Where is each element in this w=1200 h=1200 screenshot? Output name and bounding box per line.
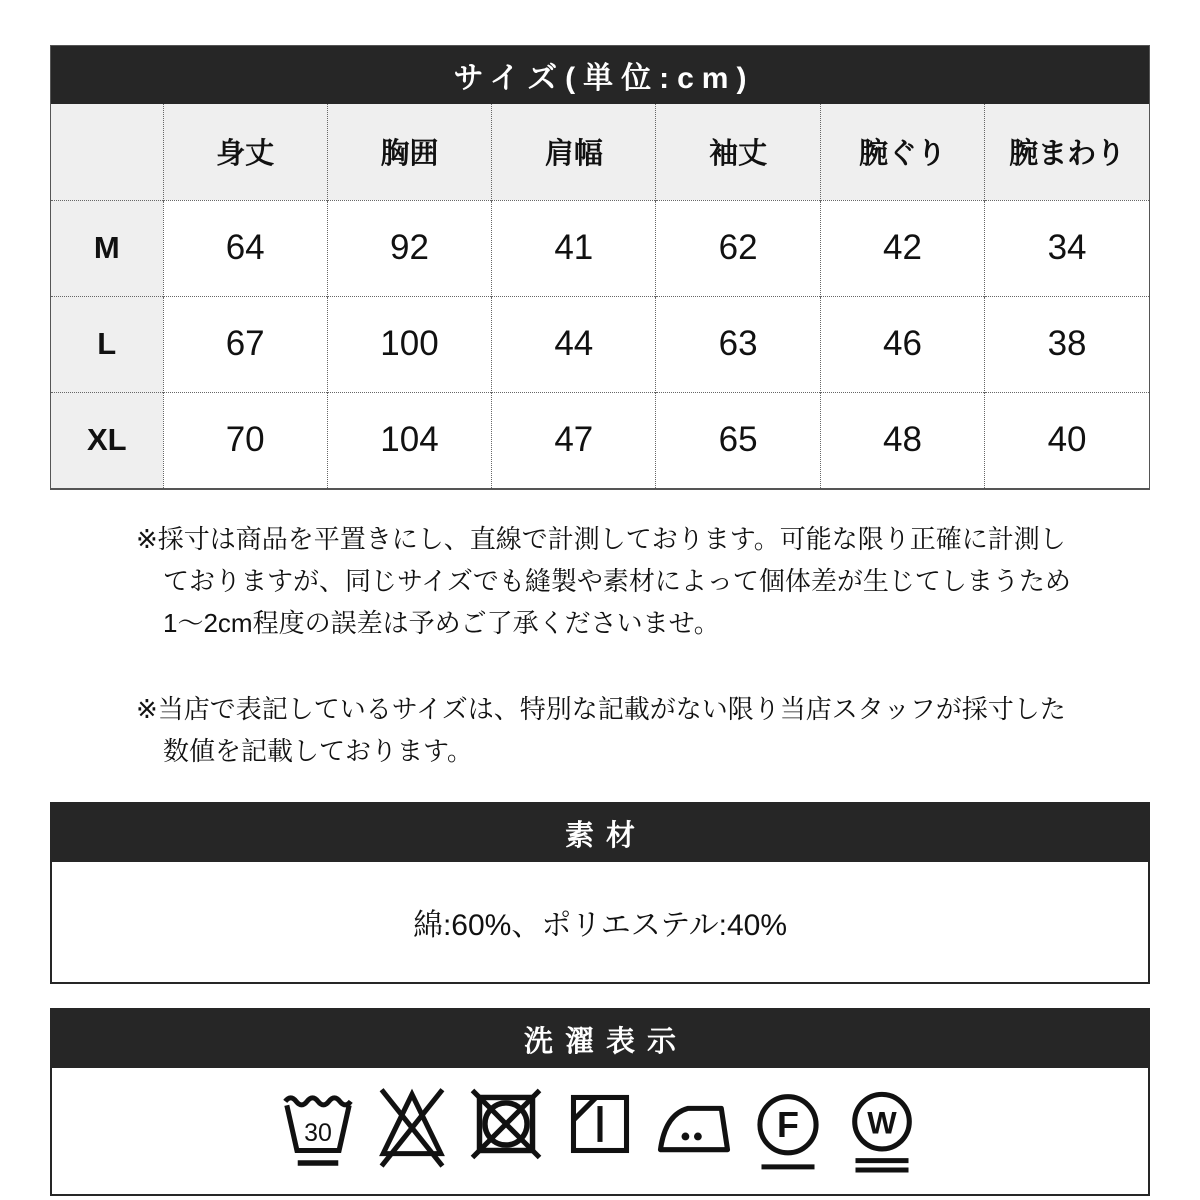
dry-clean-f-icon bbox=[749, 1085, 827, 1177]
material-section bbox=[50, 802, 1150, 984]
cell-m-arm-circumference: 34 bbox=[985, 200, 1149, 296]
size-chart-title-bar bbox=[51, 46, 1149, 104]
size-table-corner-cell bbox=[51, 104, 163, 200]
cell-xl-arm-circumference: 40 bbox=[985, 392, 1149, 488]
note-measurement-disclaimer: ※採寸は商品を平置きにし、直線で計測しております。可能な限り正確に計測しておりますが、同じサイズでも縫製や素材によって個体差が生じてしまうため1〜2cm程度の誤差は予めご了承くださいませ。 bbox=[136, 524, 1071, 638]
laundry-title-bar bbox=[52, 1010, 1148, 1068]
row-label-xl: XL bbox=[51, 392, 163, 488]
measurement-notes bbox=[136, 518, 1150, 772]
cell-m-chest: 92 bbox=[327, 200, 491, 296]
material-content-box bbox=[52, 862, 1148, 982]
svg-text:F: F bbox=[777, 1105, 799, 1146]
size-table-header-row bbox=[51, 104, 1149, 200]
column-header-chest: 胸囲 bbox=[327, 104, 491, 200]
table-row-m bbox=[51, 200, 1149, 296]
row-label-m: M bbox=[51, 200, 163, 296]
cell-l-chest: 100 bbox=[327, 296, 491, 392]
cell-l-armhole: 46 bbox=[820, 296, 984, 392]
line-dry-in-shade-icon bbox=[561, 1085, 639, 1177]
do-not-tumble-dry-icon bbox=[467, 1085, 545, 1177]
column-header-sleeve: 袖丈 bbox=[656, 104, 820, 200]
material-composition: 綿:60%、ポリエステル:40% bbox=[412, 909, 788, 942]
cell-l-arm-circumference: 38 bbox=[985, 296, 1149, 392]
table-row-xl bbox=[51, 392, 1149, 488]
svg-text:W: W bbox=[867, 1105, 897, 1141]
cell-xl-armhole: 48 bbox=[820, 392, 984, 488]
do-not-bleach-icon bbox=[373, 1085, 451, 1177]
note-staff-measured: ※当店で表記しているサイズは、特別な記載がない限り当店スタッフが採寸した数値を記載しております。 bbox=[136, 694, 1066, 766]
column-header-body-length: 身丈 bbox=[163, 104, 327, 200]
size-chart-section bbox=[50, 45, 1150, 490]
column-header-armhole: 腕ぐり bbox=[820, 104, 984, 200]
column-header-shoulder: 肩幅 bbox=[492, 104, 656, 200]
cell-l-sleeve: 63 bbox=[656, 296, 820, 392]
cell-xl-sleeve: 65 bbox=[656, 392, 820, 488]
material-title-bar bbox=[52, 804, 1148, 862]
size-table bbox=[51, 104, 1149, 488]
cell-m-armhole: 42 bbox=[820, 200, 984, 296]
wet-clean-w-icon bbox=[843, 1085, 921, 1177]
laundry-section bbox=[50, 1008, 1150, 1196]
cell-m-body-length: 64 bbox=[163, 200, 327, 296]
cell-m-sleeve: 62 bbox=[656, 200, 820, 296]
iron-medium-icon bbox=[655, 1085, 733, 1177]
laundry-title: 洗濯表示 bbox=[523, 1025, 688, 1058]
cell-m-shoulder: 41 bbox=[492, 200, 656, 296]
cell-xl-chest: 104 bbox=[327, 392, 491, 488]
cell-l-shoulder: 44 bbox=[492, 296, 656, 392]
cell-xl-body-length: 70 bbox=[163, 392, 327, 488]
table-row-l bbox=[51, 296, 1149, 392]
column-header-arm-circumference: 腕まわり bbox=[985, 104, 1149, 200]
material-title: 素材 bbox=[564, 819, 647, 852]
row-label-l: L bbox=[51, 296, 163, 392]
cell-l-body-length: 67 bbox=[163, 296, 327, 392]
size-chart-title: サイズ(単位:cm) bbox=[453, 62, 755, 95]
cell-xl-shoulder: 47 bbox=[492, 392, 656, 488]
laundry-symbols-row bbox=[52, 1068, 1148, 1194]
wash-30-gentle-icon bbox=[279, 1085, 357, 1177]
svg-text:30: 30 bbox=[304, 1119, 332, 1148]
